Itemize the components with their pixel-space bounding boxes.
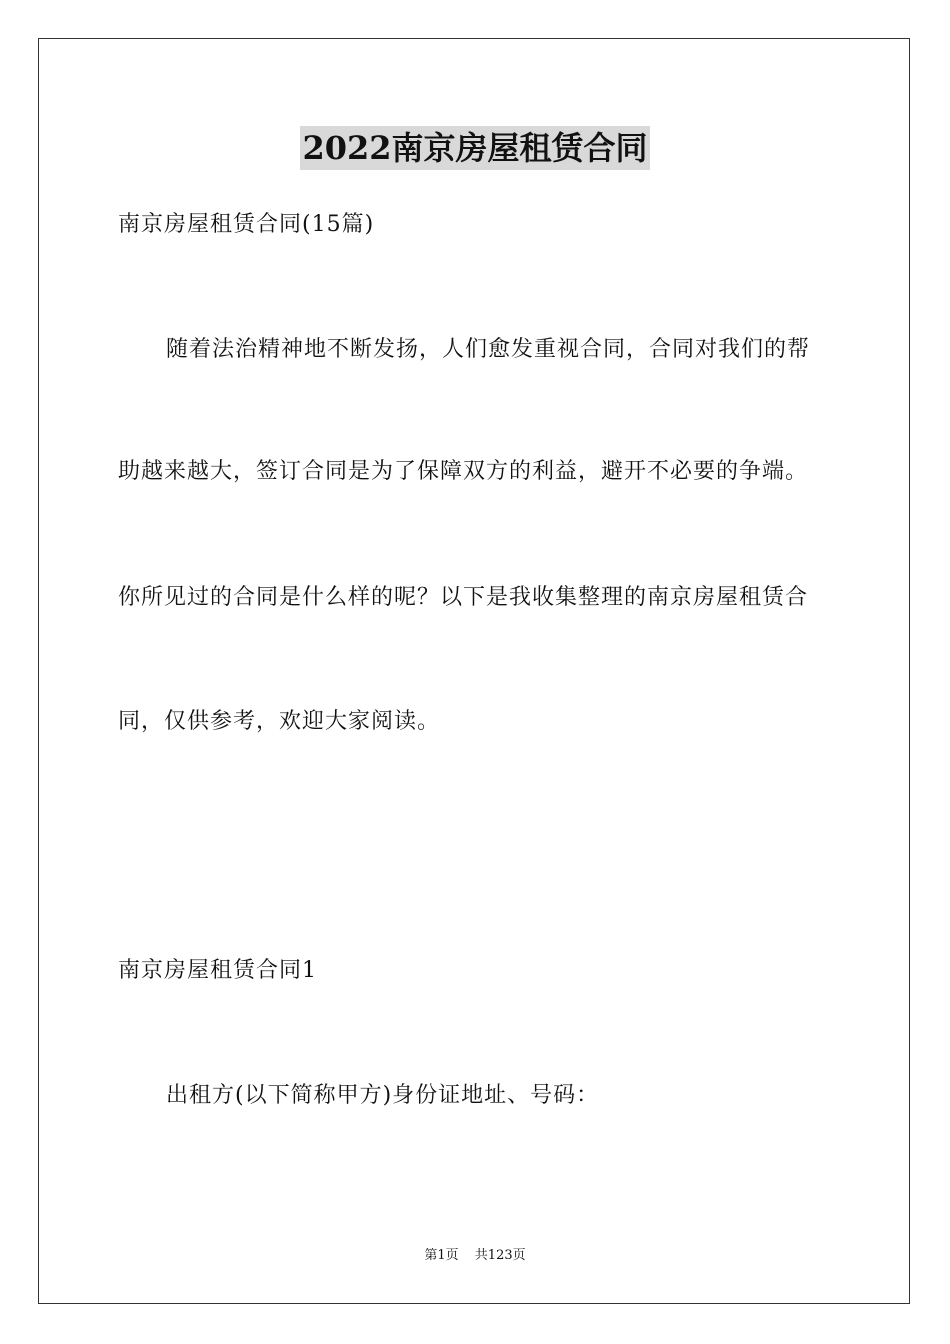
page-footer [0, 1247, 950, 1265]
intro-line-2: 助越来越大，签订合同是为了保障双方的利益，避开不必要的争端。 [118, 459, 809, 484]
page-number: 第1页 [424, 1248, 459, 1263]
intro-line-3: 你所见过的合同是什么样的呢？以下是我收集整理的南京房屋租赁合 [118, 585, 809, 610]
page-total: 共123页 [474, 1248, 526, 1263]
section-heading: 南京房屋租赁合同1 [118, 958, 317, 983]
document-subtitle: 南京房屋租赁合同(15篇) [118, 212, 375, 237]
intro-line-1: 随着法治精神地不断发扬，人们愈发重视合同，合同对我们的帮 [166, 337, 811, 362]
intro-line-4: 同，仅供参考，欢迎大家阅读。 [118, 709, 441, 734]
document-title-wrap [0, 126, 950, 170]
document-title: 2022南京房屋租赁合同 [300, 126, 649, 170]
section-line-1: 出租方(以下简称甲方)身份证地址、号码： [166, 1083, 600, 1108]
